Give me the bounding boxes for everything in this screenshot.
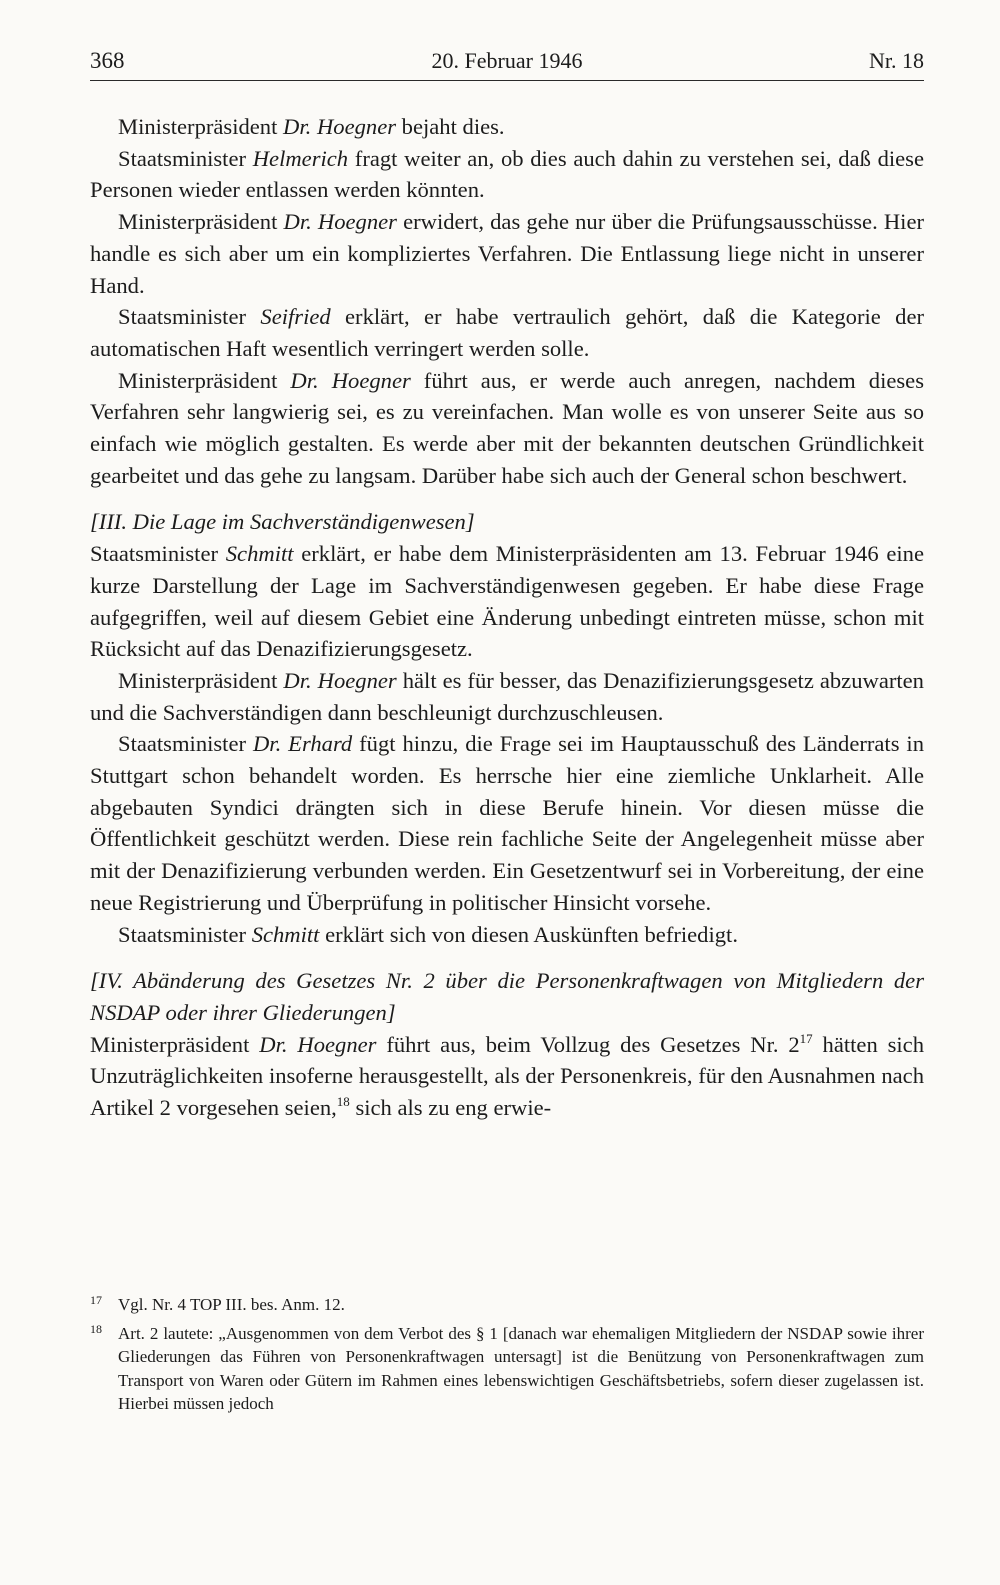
section-heading: [IV. Abänderung des Gesetzes Nr. 2 über die Personenkraftwagen von Mitgliedern der NSDAP oder ihrer Gliederungen] — [90, 968, 924, 1025]
footnote — [90, 1293, 924, 1317]
footnote-reference[interactable]: 18 — [336, 1094, 350, 1110]
footnote-mark: 18 — [90, 1321, 102, 1336]
footnote-text: Art. 2 lautete: „Ausgenommen von dem Verbot des § 1 [danach war ehemaligen Mitgliedern der NSDAP sowie ihrer Gliederungen das Führen von Personenkraftwagen untersagt] ist die Benützung von Personenkraftwagen zum Transport von Waren oder Gütern im Rahmen eines lebenswichtigen Geschäftsbetriebs, sofern dieser zugelassen ist. Hierbei müssen jedoch — [118, 1323, 924, 1413]
footnotes — [90, 1293, 924, 1421]
footnote-mark: 17 — [90, 1293, 102, 1307]
header-date: 20. Februar 1946 — [431, 48, 583, 73]
section-heading: [III. Die Lage im Sachverständigenwesen] — [90, 509, 475, 535]
header-document-number: Nr. 18 — [869, 48, 924, 73]
paragraph: Staatsminister Schmitt erklärt sich von diesen Auskünften befriedigt. — [118, 921, 738, 947]
speaker-name: Erhard — [288, 731, 353, 757]
speaker-name: Hoegner — [317, 667, 397, 693]
paragraph: Ministerpräsident Dr. Hoegner hält es für besser, das Denazifizierungsgesetz abzuwarten und die Sachverständigen dann beschleunigt durchzuschleusen. — [90, 667, 924, 725]
speaker-name: Hoegner — [331, 367, 411, 393]
page-number: 368 — [90, 48, 125, 73]
paragraph: Ministerpräsident Dr. Hoegner führt aus, er werde auch anregen, nachdem dieses Verfahren sehr langwierig sei, es zu vereinfachen. Man wolle es von unserer Seite aus so einfach wie möglich gestalten. Es werde aber mit der bekannten deutschen Gründlichkeit gearbeitet und das gehe zu langsam. Darüber habe sich auch der General schon beschwert. — [90, 367, 924, 488]
paragraph: Staatsminister Dr. Erhard fügt hinzu, die Frage sei im Hauptausschuß des Länderrats in Stuttgart schon behandelt worden. Es herrsche hier eine ziemliche Unklarheit. Alle abgebauten Syndici drängten sich in diese Berufe hinein. Vor diesen müsse die Öffentlichkeit geschützt werden. Diese rein fachliche Seite der Angelegenheit müsse aber mit der Denazifizierung verbunden werden. Ein Gesetzentwurf sei in Vorbereitung, der eine neue Registrierung und Überprüfung in politischer Hinsicht vorsehe. — [90, 731, 925, 915]
speaker-name: Hoegner — [317, 209, 397, 235]
paragraph: Ministerpräsident Dr. Hoegner bejaht dies. — [118, 114, 505, 139]
paragraph: Staatsminister Helmerich fragt weiter an, ob dies auch dahin zu verstehen sei, daß diese Personen wieder entlassen werden könnten. — [90, 145, 924, 203]
speaker-name: Hoegner — [316, 114, 397, 139]
footnote-reference[interactable]: 17 — [799, 1030, 813, 1046]
body-text — [90, 111, 924, 1124]
speaker-name: Seifried — [260, 304, 331, 330]
speaker-name: Helmerich — [252, 145, 349, 171]
running-header — [90, 44, 924, 81]
paragraph: Staatsminister Seifried erklärt, er habe vertraulich gehört, daß die Kategorie der automatischen Haft wesentlich verringert werden solle. — [90, 304, 924, 361]
paragraph: Ministerpräsident Dr. Hoegner erwidert, das gehe nur über die Prüfungsausschüsse. Hier handle es sich aber um ein kompliziertes Verfahren. Die Entlassung liege nicht in unserer Hand. — [90, 209, 924, 298]
speaker-name: Schmitt — [225, 541, 294, 567]
paragraph: Ministerpräsident Dr. Hoegner führt aus, beim Vollzug des Gesetzes Nr. $2^{17}$ hätten sich Unzuträglichkeiten insoferne herausgestellt, als der Personenkreis, für den Ausnahmen nach Artikel 2 vorgesehen seien,$^{18}$ sich als zu eng erwie- — [90, 1030, 925, 1121]
speaker-name: Hoegner — [297, 1031, 377, 1057]
footnote-text: Vgl. Nr. 4 TOP III. bes. Anm. 12. — [118, 1295, 345, 1314]
paragraph: Staatsminister Schmitt erklärt, er habe dem Ministerpräsidenten am 13. Februar 1946 eine kurze Darstellung der Lage im Sachverständigenwesen gegeben. Er habe diese Frage aufgegriffen, weil auf diesem Gebiet eine Änderung unbedingt eintreten müsse, schon mit Rücksicht auf das Denazifizierungsgesetz. — [90, 541, 924, 662]
speaker-name: Schmitt — [251, 921, 320, 947]
footnote — [90, 1322, 924, 1416]
